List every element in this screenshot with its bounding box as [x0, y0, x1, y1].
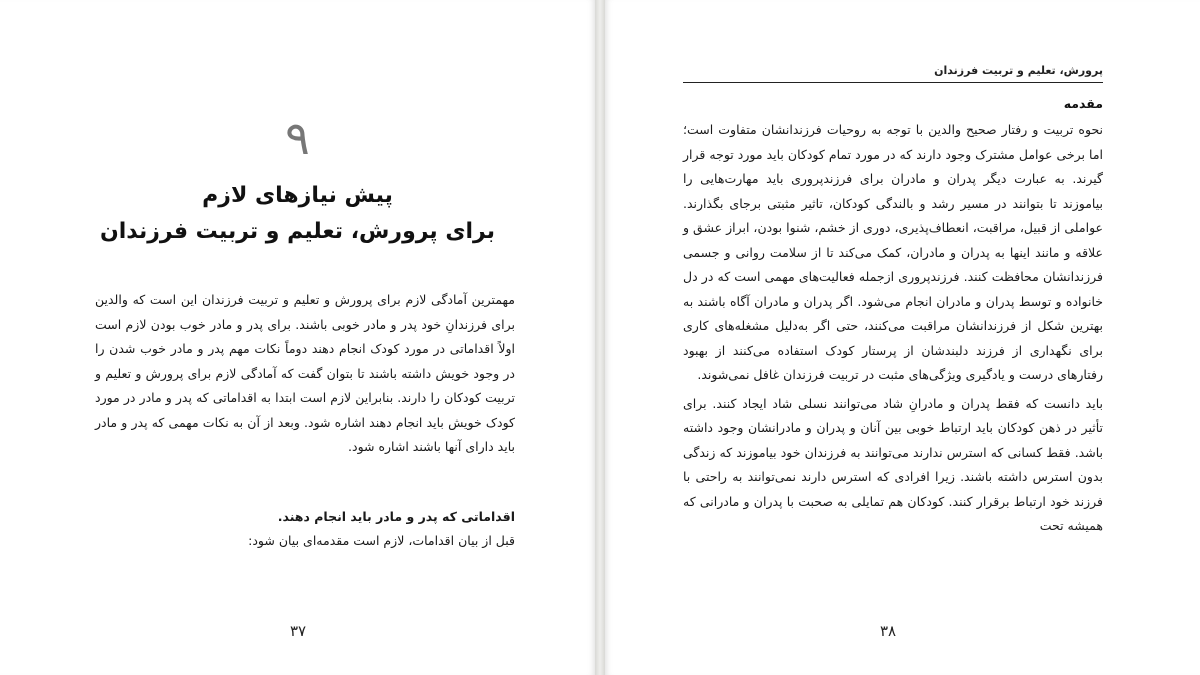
right-paragraph-2: باید دانست که فقط پدران و مادرانِ شاد می‌توانند نسلی شاد ایجاد کنند. برای تأثیر در ذهن کودکان باید ارتباط خوبی بین آنان و پدران و مادرانشان وجود داشته باشد. فقط کسانی که استرس ندارند می‌توانند به فرزندان خود بیاموزند که زندگی بدون استرس داشته باشند. زیرا افرادی که استرس دارند نمی‌توانند به راحتی با فرزند خود ارتباط برقرار کنند. کودکان هم تمایلی به صحبت با پدران و مادرانی که همیشه تحت — [683, 395, 1103, 533]
right-body — [683, 118, 1103, 539]
left-subsection — [95, 505, 515, 553]
right-paragraph-1: نحوه تربیت و رفتار صحیح والدین با توجه به روحیات فرزندانشان متفاوت است؛ اما برخی عوامل مشترک وجود دارند که در مورد تمام کودکان باید مورد توجه قرار گیرند. به عبارت دیگر پدران و مادران برای فرزندپروری باید مهارت‌هایی را بیاموزند تا بتوانند در مسیر رشد و بالندگی کودکان، تاثیر مثبتی برجای بگذارند. عواملی از قبیل، مراقبت، انعطاف‌پذیری، دوری از خشم، شنوا بودن، ابراز عشق و علاقه و مانند اینها به پدران و مادران، کمک می‌کند تا از سلامت روانی و جسمی فرزندانشان محافظت کنند. فرزندپروری ازجمله فعالیت‌های مهمی است که در دل خانواده و توسط پدران و مادران انجام می‌شود. اگر پدران و مادران آگاه باشند به بهترین شکل از فرزندانشان مراقبت می‌کنند، حتی اگر به‌دلیل مشغله‌های کاری برای نگهداری از فرزند دلبندشان از پرستار کودک استفاده می‌کنند از بهبود رفتارهای درست و یادگیری ویژگی‌های مثبت در تربیت فرزندان غافل نمی‌شوند. — [683, 122, 1103, 382]
chapter-title-line-1: پیش نیازهای لازم — [202, 183, 393, 208]
running-head: پرورش، تعلیم و تربیت فرزندان — [683, 64, 1103, 83]
page-number-right: ۳۸ — [880, 622, 897, 640]
page-number-left: ۳۷ — [290, 622, 307, 640]
left-body-paragraph: مهمترین آمادگی لازم برای پرورش و تعلیم و تربیت فرزندان این است که والدین برای فرزندانِ خود پدر و مادر خوبی باشند. برای پدر و مادر خوب بودن لازم است اولاً اقداماتی در مورد کودک انجام دهند دوماً نکات مهم پدر و مادر خوب شدن را در وجود خویش داشته باشند تا بتوان گفت که آمادگی لازم برای پرورش و تعلیم و تربیت کودکان را دارند. بنابراین لازم است ابتدا به اقداماتی که پدر و مادر در مورد کودک خویش باید انجام دهند اشاره شود. وبعد از آن به نکات مهمی که پدر و مادر باید دارای آنها باشند اشاره شود. — [95, 292, 515, 454]
subsection-heading: اقداماتی که پدر و مادر باید انجام دهند. — [277, 509, 515, 524]
book-gutter — [595, 0, 605, 675]
chapter-title-line-2: برای پرورش، تعلیم و تربیت فرزندان — [99, 219, 496, 244]
subsection-text: قبل از بیان اقدامات، لازم است مقدمه‌ای بیان شود: — [248, 533, 515, 548]
left-page — [0, 0, 595, 675]
section-heading: مقدمه — [1063, 96, 1103, 111]
chapter-title — [60, 178, 535, 250]
chapter-number: ۹ — [285, 111, 310, 165]
